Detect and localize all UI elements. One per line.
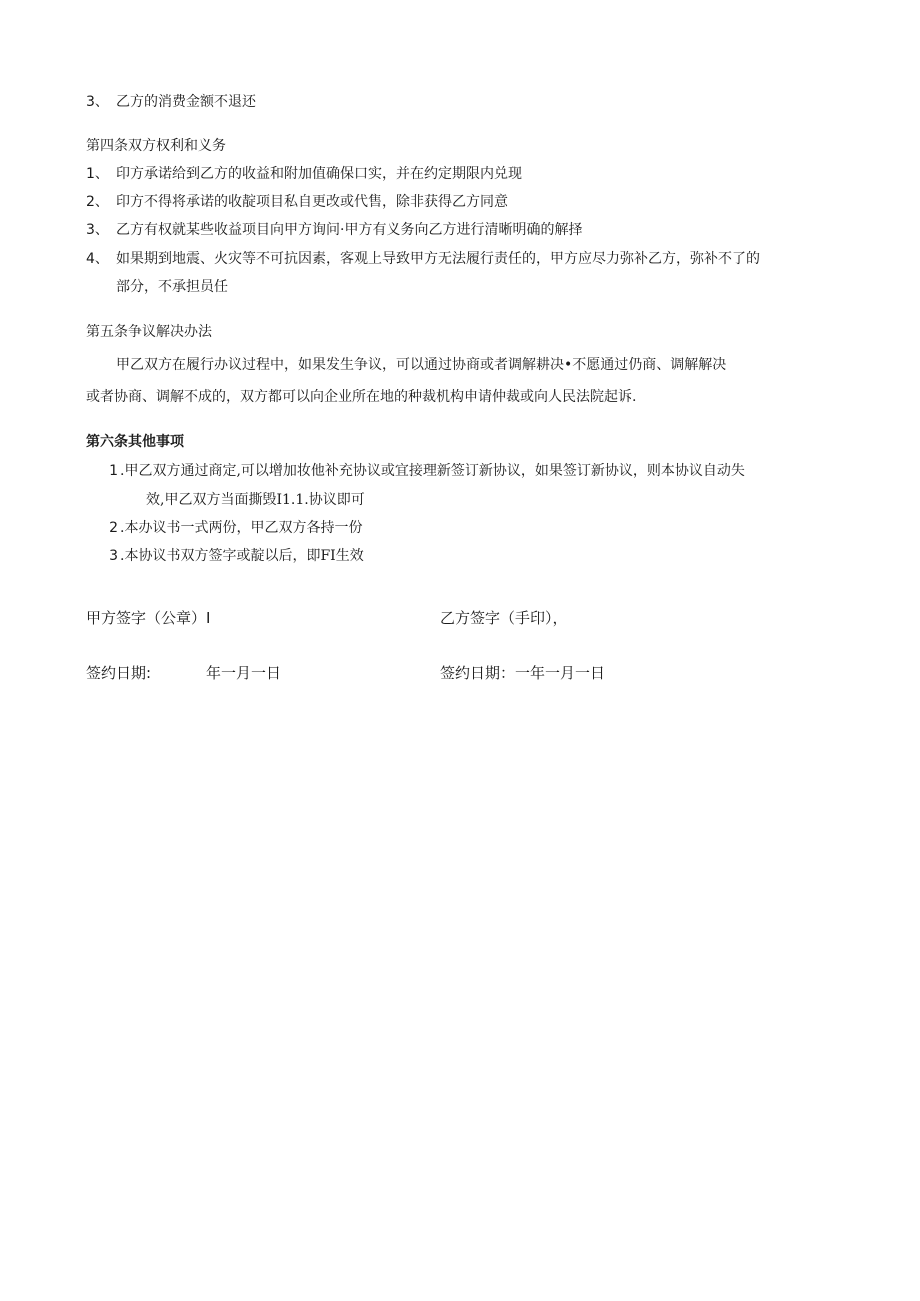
- item-number: 2、: [86, 194, 109, 210]
- party-b-signature-label: 乙方签字（手印），: [440, 609, 568, 627]
- party-a-date-value: 年一月一日: [206, 664, 282, 682]
- article6-item-3: [96, 546, 364, 566]
- article5-paragraph-line1: 甲乙双方在履行办议过程中，如果发生争议，可以通过协商或者调解耕决•不愿通过仍商、调解解决: [116, 357, 727, 373]
- item-number: 1: [109, 463, 118, 479]
- article4-item-3: [86, 220, 582, 240]
- item-number: 1、: [86, 166, 109, 182]
- article3-item-3: [86, 92, 256, 112]
- item-text: 印方不得将承诺的收靛项目私自更改或代售，除非获得乙方同意: [116, 194, 508, 210]
- article6-item-2: [96, 518, 362, 538]
- article4-item-4: [86, 249, 760, 269]
- item-number: 3、: [86, 222, 109, 238]
- item-number: 3、: [86, 94, 109, 110]
- item-number: 3: [109, 548, 118, 564]
- item-number: 2: [109, 520, 118, 536]
- article6-heading: 第六条其他事项: [86, 434, 184, 450]
- article5-paragraph-line2: 或者协商、调解不成的，双方都可以向企业所在地的种裁机构申请仲裁或向人民法院起诉.: [86, 389, 637, 405]
- item-text: .本办议书一式两份，甲乙双方各持一份: [120, 520, 363, 536]
- article4-item-2: [86, 192, 508, 212]
- article4-heading: 第四条双方权利和义务: [86, 138, 226, 154]
- party-a-signature-label: 甲方签字（公章）I: [86, 609, 211, 627]
- item-text: .甲乙双方通过商定,可以增加妆他补充协议或宜接理新签订新协议，如果签订新协议，则本协议自动失: [120, 463, 745, 479]
- party-b-date: 签约日期：一年一月一日: [440, 664, 606, 682]
- article4-item-4-continuation: 部分，不承担员任: [116, 279, 228, 295]
- item-text: .本协议书双方签字或靛以后，即FI生效: [120, 548, 364, 564]
- article6-item-1-continuation: 效,甲乙双方当面撕毁I1.1.协议即可: [146, 492, 365, 508]
- article4-item-1: [86, 164, 522, 184]
- article5-heading: 第五条争议解决办法: [86, 324, 212, 340]
- party-a-date-label: 签约日期:: [86, 664, 152, 682]
- item-text: 乙方的消费金额不退还: [116, 94, 256, 110]
- item-text: 如果期到地震、火灾等不可抗因素，客观上导致甲方无法履行责任的，甲方应尽力弥补乙方，弥补不了的: [116, 251, 760, 267]
- item-text: 乙方有权就某些收益项目向甲方询问·甲方有义务向乙方进行清晰明确的解择: [116, 222, 583, 238]
- item-text: 印方承诺给到乙方的收益和附加值确保口实，并在约定期限内兑现: [116, 166, 522, 182]
- item-number: 4、: [86, 251, 109, 267]
- article6-item-1: [96, 461, 745, 481]
